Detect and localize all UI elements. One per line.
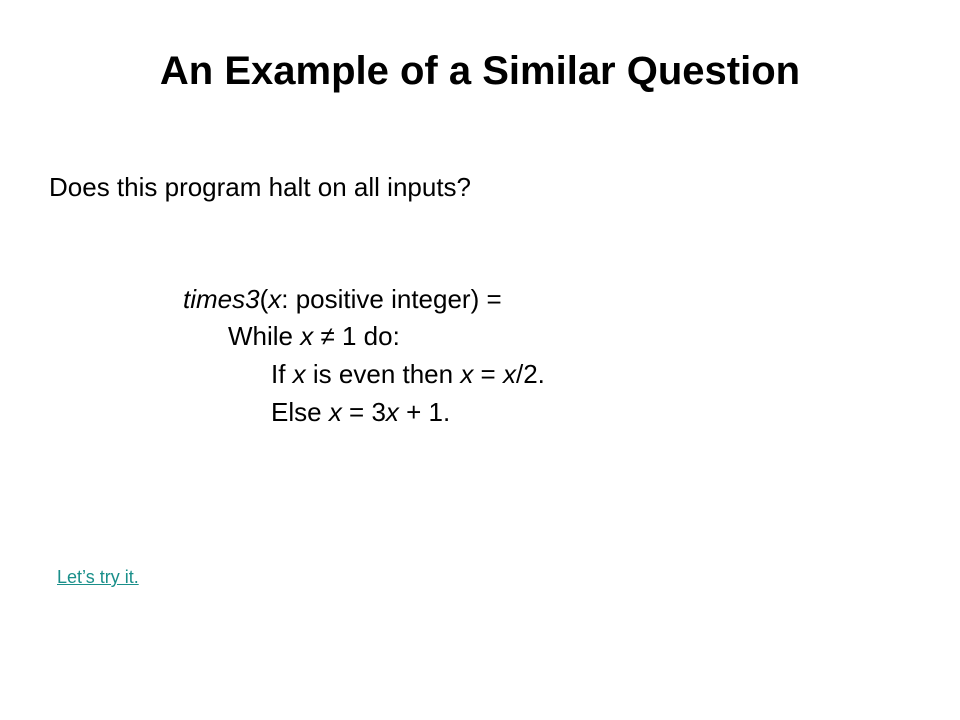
else-var-2: x <box>385 397 399 427</box>
else-keyword: Else <box>271 397 329 427</box>
code-line-else <box>271 395 450 429</box>
if-keyword: If <box>271 359 293 389</box>
not-equal-symbol: ≠ <box>313 321 342 351</box>
else-equals: = 3 <box>341 397 386 427</box>
signature-rest: : positive integer) = <box>281 284 502 314</box>
if-equals: = <box>473 359 503 389</box>
if-var-1: x <box>292 359 306 389</box>
code-line-while <box>228 319 400 353</box>
if-middle: is even then <box>305 359 461 389</box>
while-rest: 1 do: <box>341 321 400 351</box>
open-paren: ( <box>259 284 269 314</box>
function-name: times3 <box>183 284 260 314</box>
if-var-2: x <box>460 359 474 389</box>
param-name: x <box>268 284 282 314</box>
while-keyword: While <box>228 321 301 351</box>
code-line-function-signature <box>183 282 502 316</box>
while-var: x <box>300 321 314 351</box>
else-var-1: x <box>328 397 342 427</box>
if-var-3: x <box>502 359 516 389</box>
code-line-if <box>271 357 545 391</box>
else-rest: + 1. <box>398 397 451 427</box>
lets-try-it-link[interactable]: Let’s try it. <box>57 567 139 587</box>
question-text: Does this program halt on all inputs? <box>49 172 472 202</box>
if-rest: /2. <box>515 359 545 389</box>
slide-title: An Example of a Similar Question <box>159 49 801 93</box>
